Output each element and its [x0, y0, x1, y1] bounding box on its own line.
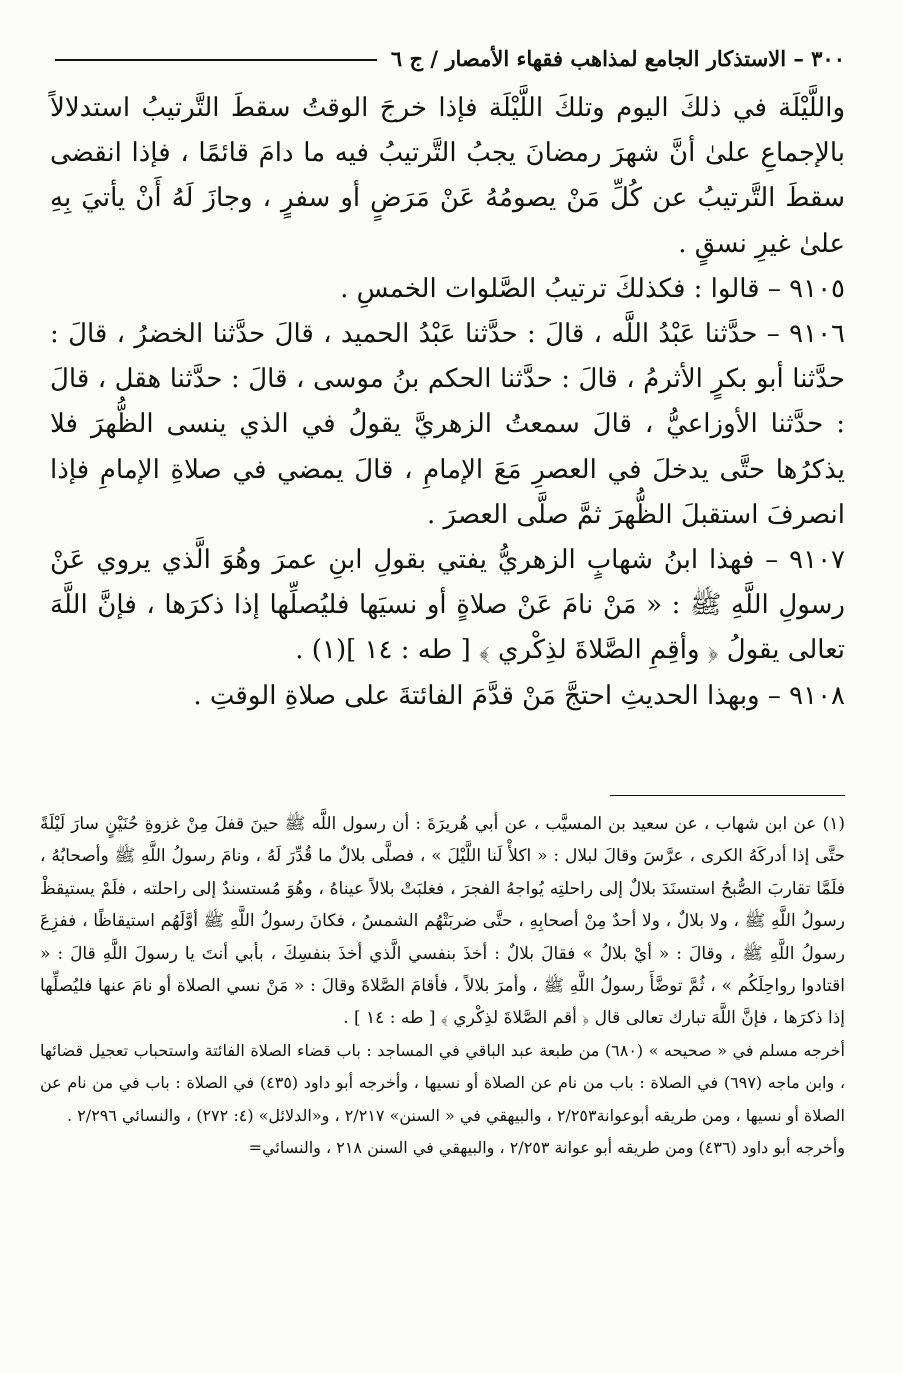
main-paragraph: ٩١٠٨ – وبهذا الحديثِ احتجَّ مَنْ قدَّمَ الفائتةَ على صلاةِ الوقتِ .	[193, 680, 845, 711]
footnote-paragraph: (١) عن ابن شهاب ، عن سعيد بن المسيَّب ، عن أبي هُريرَةَ : أن رسول اللَّه ﷺ حينَ قفلَ مِنْ غزوةِ حُنَيْنٍ سارَ لَيْلَةً حتَّى إذا أدركَهُ الكرى ، عرَّسَ وقالَ لبلال : « اكلأْ لَنا اللَّيْلَ » ، فصلَّى بلالٌ ما قُدِّرَ لَهُ ، ونامَ رسولُ اللَّهِ ﷺ وأصحابُهُ ، فلَمَّا تقاربَ الصُّبحُ استسنَدَ بلالٌ إلى راحلتِه يُواجهُ الفجرَ ، فغلبَتْ بلالاً عيناهُ ، وهُوَ مُستسندٌ إلى راحلته ، فلَمْ يستيقظْ رسولُ اللَّهِ ﷺ ، ولا بلالٌ ، ولا أحدٌ مِنْ أصحابِهِ ، حتَّى ضربَتْهُم الشمسُ ، فكانَ رسولُ اللَّهِ ﷺ أوَّلَهُم استيقاظًا ، ففزِعَ رسولُ اللَّهِ ﷺ ، وقالَ : « أيْ بلالُ » فقالَ بلالٌ : أخذَ بنفسي الَّذي أخذَ بنفسِكَ ، بأبي أنتَ يا رسولَ اللَّهِ قالَ : « اقتادوا رواحِلَكُم » ، ثُمَّ توضَّأَ رسولُ اللَّهِ ﷺ ، وأمرَ بلالاً ، فأقامَ الصَّلاةَ وقالَ : « مَنْ نسي الصلاة أو نامَ عنها فليُصلِّها إذا ذكرَها ، فإنَّ اللَّهَ تبارك تعالى قال ﴿ أقم الصَّلاةَ لذِكْري ﴾ [ طه : ١٤ ] .	[40, 814, 845, 1029]
page-header	[55, 38, 845, 78]
footnote-separator	[610, 795, 845, 796]
main-paragraph: واللَّيْلَة في ذلكَ اليوم وتلكَ اللَّيْلَة فإذا خرجَ الوقتُ سقطَ التَّرتيبُ استدلالاً بالإجماعِ علىٰ أنَّ شهرَ رمضانَ يجبُ التَّرتيبُ فيه ما دامَ قائمًا ، فإذا انقضى سقطَ التَّرتيبُ عن كُلِّ مَنْ يصومُهُ عَنْ مَرَضٍ أو سفرٍ ، وجازَ لَهُ أَنْ يأتيَ بِهِ علىٰ غيرِ نسقٍ .	[50, 93, 845, 259]
main-text	[50, 86, 845, 719]
running-header: ٣٠٠ – الاستذكار الجامع لمذاهب فقهاء الأمصار / ج ٦	[390, 45, 845, 71]
citation-paragraph: أخرجه مسلم في « صحيحه » (٦٨٠) من طبعة عبد الباقي في المساجد : باب قضاء الصلاة الفائتة واستحباب تعجيل قضائها ، وابن ماجه (٦٩٧) في الصلاة : باب من نام عن الصلاة أو نسيها ، وأخرجه أبو داود (٤٣٥) في الصلاة : باب في من نام عن الصلاة أو نسيها ، ومن طريقه أبوعوانة٢/٢٥٣ ، والبيهقي في « السنن» ٢/٢١٧ ، و«الدلائل» (٤: ٢٧٢) ، والنسائي ٢/٢٩٦ .	[40, 1040, 846, 1125]
main-paragraph: ٩١٠٥ – قالوا : فكذلكَ ترتيبُ الصَّلوات الخمسِ .	[340, 273, 845, 304]
citation-paragraph: وأخرجه أبو داود (٤٣٦) ومن طريقه أبو عوانة ٢/٢٥٣ ، والبيهقي في السنن ٢١٨ ، والنسائي=	[248, 1138, 845, 1158]
footnotes	[40, 808, 845, 1164]
main-paragraph: ٩١٠٧ – فهذا ابنُ شهابٍ الزهريُّ يفتي بقولِ ابنِ عمرَ وهُوَ الَّذي يروي عَنْ رسولِ اللَّهِ ﷺ : « مَنْ نامَ عَنْ صلاةٍ أو نسيَها فليُصلِّها إذا ذكرَها ، فإنَّ اللَّهَ تعالى يقولُ ﴿ وأقِمِ الصَّلاةَ لذِكْري ﴾ [ طه : ١٤ ](١) .	[50, 545, 845, 666]
header-rule	[55, 59, 377, 61]
main-paragraph: ٩١٠٦ – حدَّثنا عَبْدُ اللَّه ، قالَ : حدَّثنا عَبْدُ الحميد ، قالَ حدَّثنا الخضرُ ، قالَ : حدَّثنا أبو بكرٍ الأثرمُ ، قالَ : حدَّثنا الحكم بنُ موسى ، قالَ : حدَّثنا هقل ، قالَ : حدَّثنا الأوزاعيُّ ، قالَ سمعتُ الزهريَّ يقولُ في الذي ينسى الظُّهرَ فلا يذكرُها حتَّى يدخلَ في العصرِ مَعَ الإمامِ ، قالَ يمضي في صلاةِ الإمامِ فإذا انصرفَ استقبلَ الظُّهرَ ثمَّ صلَّى العصرَ .	[50, 319, 845, 530]
